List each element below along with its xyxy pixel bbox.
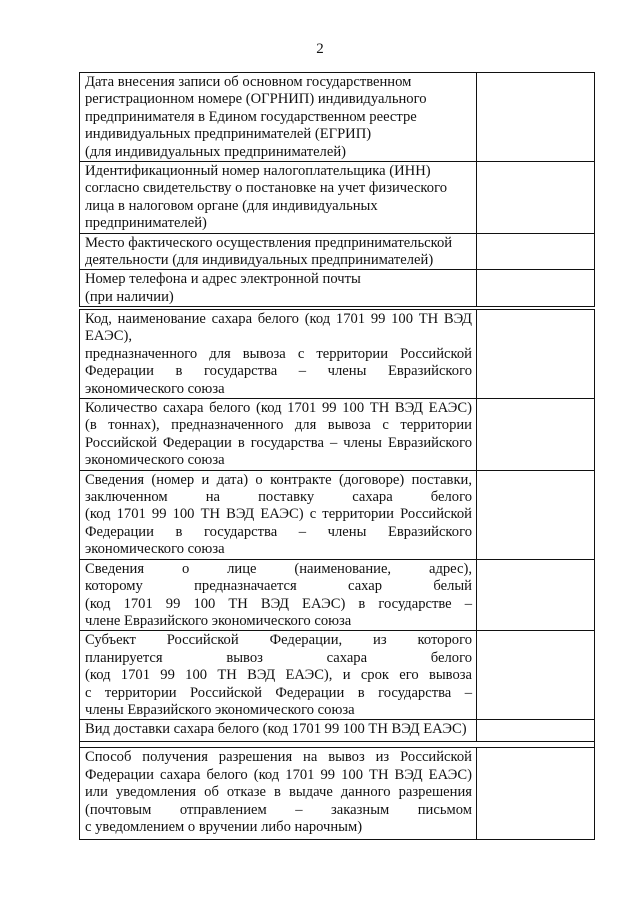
label-line: Федерации в государства – члены Евразийского <box>85 363 472 380</box>
field-value[interactable] <box>477 73 595 162</box>
field-value[interactable] <box>477 310 595 399</box>
label-line: (почтовым отправлением – заказным письмом <box>85 801 472 818</box>
field-value[interactable] <box>477 270 595 307</box>
label-line: которому предназначается сахар белый <box>85 578 472 595</box>
label-line: Способ получения разрешения на вывоз из Российской <box>85 749 472 766</box>
ogrnip-date-row <box>80 73 595 162</box>
sugar-quantity-row <box>80 399 595 471</box>
field-label <box>80 470 477 559</box>
field-label <box>80 720 477 742</box>
label-line: Сведения о лице (наименование, адрес), <box>85 560 472 577</box>
label-line: (код 1701 99 100 ТН ВЭД ЕАЭС) с территории Российской <box>85 506 472 523</box>
label-line: Субъект Российской Федерации, из которого <box>85 632 472 649</box>
label-line: (для индивидуальных предпринимателей) <box>85 143 346 160</box>
delivery-type-row <box>80 720 595 742</box>
field-value[interactable] <box>477 720 595 742</box>
label-line: (при наличии) <box>85 288 174 305</box>
field-value[interactable] <box>477 162 595 234</box>
inn-row <box>80 162 595 234</box>
label-line: Сведения (номер и дата) о контракте (договоре) поставки, <box>85 471 472 488</box>
label-line: предпринимателя в Едином государственном реестре <box>85 108 417 125</box>
field-label <box>80 73 477 162</box>
label-line: Код, наименование сахара белого (код 1701 99 100 ТН ВЭД ЕАЭС), <box>85 311 472 345</box>
label-line: Идентификационный номер налогоплательщика (ИНН) <box>85 163 431 180</box>
subject-export-row <box>80 631 595 720</box>
label-line: Количество сахара белого (код 1701 99 100 ТН ВЭД ЕАЭС) <box>85 400 472 417</box>
label-line: с территории Российской Федерации в государства – <box>85 684 472 701</box>
sugar-code-name-row <box>80 310 595 399</box>
field-label <box>80 399 477 471</box>
applicant-info-table <box>79 72 595 307</box>
label-line: или уведомления об отказе в выдаче данного разрешения <box>85 784 472 801</box>
label-line: планируется вывоз сахара белого <box>85 649 472 666</box>
field-value[interactable] <box>477 233 595 270</box>
contract-info-row <box>80 470 595 559</box>
label-line: члены Евразийского экономического союза <box>85 701 355 718</box>
label-line: экономического союза <box>85 380 225 397</box>
field-value[interactable] <box>477 399 595 471</box>
field-value[interactable] <box>477 559 595 631</box>
field-value[interactable] <box>477 748 595 840</box>
permit-method-row <box>80 748 595 840</box>
field-label <box>80 270 477 307</box>
field-label <box>80 162 477 234</box>
page-number: 2 <box>316 41 324 57</box>
field-value[interactable] <box>477 631 595 720</box>
label-line: Место фактического осуществления предпринимательской <box>85 234 453 251</box>
label-line: деятельности (для индивидуальных предпринимателей) <box>85 252 434 269</box>
field-value[interactable] <box>477 470 595 559</box>
business-location-row <box>80 233 595 270</box>
label-line: регистрационном номере (ОГРНИП) индивидуального <box>85 91 427 108</box>
field-label <box>80 310 477 399</box>
field-label <box>80 631 477 720</box>
label-line: лица в налоговом органе (для индивидуальных <box>85 197 378 214</box>
label-line: индивидуальных предпринимателей (ЕГРИП) <box>85 126 372 143</box>
field-label <box>80 559 477 631</box>
recipient-info-row <box>80 559 595 631</box>
contact-row <box>80 270 595 307</box>
label-line: (в тоннах), предназначенного для вывоза с территории <box>85 417 472 434</box>
label-line: экономического союза <box>85 452 225 469</box>
field-label <box>80 233 477 270</box>
label-line: (код 1701 99 100 ТН ВЭД ЕАЭС), и срок его вывоза <box>85 667 472 684</box>
label-line: Российской Федерации в государства – члены Евразийского <box>85 434 472 451</box>
label-line: (код 1701 99 100 ТН ВЭД ЕАЭС) в государстве – <box>85 595 472 612</box>
label-line: Дата внесения записи об основном государственном <box>85 74 412 90</box>
label-line: согласно свидетельству о постановке на учет физического <box>85 180 447 197</box>
label-line: члене Евразийского экономического союза <box>85 612 352 629</box>
label-line: с уведомлением о вручении либо нарочным) <box>85 818 363 835</box>
label-line: Номер телефона и адрес электронной почты <box>85 271 361 288</box>
label-line: предназначенного для вывоза с территории Российской <box>85 345 472 362</box>
label-line: предпринимателей) <box>85 215 207 232</box>
label-line: экономического союза <box>85 541 225 558</box>
label-line: Федерации в государства – члены Евразийского <box>85 523 472 540</box>
sugar-export-info-table <box>79 309 595 840</box>
label-line: заключенном на поставку сахара белого <box>85 489 472 506</box>
label-line: Вид доставки сахара белого (код 1701 99 100 ТН ВЭД ЕАЭС) <box>85 721 467 738</box>
field-label <box>80 748 477 840</box>
label-line: Федерации сахара белого (код 1701 99 100 ТН ВЭД ЕАЭС) <box>85 766 472 783</box>
